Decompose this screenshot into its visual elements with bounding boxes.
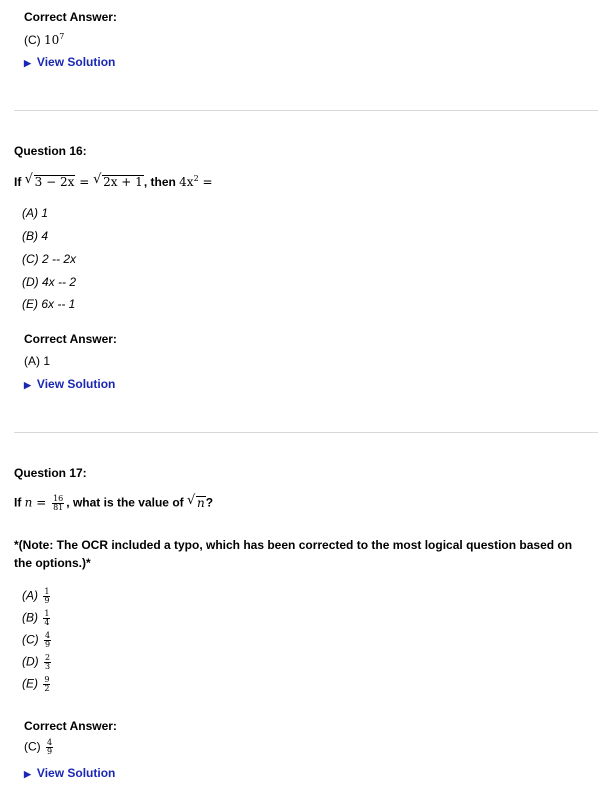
q17-option-e: (E) $\frac{9}{2}$: [22, 675, 50, 693]
q17-correct-answer-title: Correct Answer:: [24, 719, 117, 733]
view-solution-label: View Solution: [36, 55, 116, 69]
q17-view-solution-button[interactable]: [24, 766, 115, 780]
top-correct-answer-title: Correct Answer:: [24, 10, 117, 24]
q16-view-solution-button[interactable]: [24, 377, 115, 391]
view-solution-label: View Solution: [36, 766, 116, 780]
question-17-title: Question 17:: [14, 466, 87, 480]
q17-option-c: (C) $\frac{4}{9}$: [22, 631, 51, 649]
q16-option-b: (B) 4: [22, 229, 49, 243]
q16-sqrt-right: √ 2x + 1: [93, 172, 143, 189]
divider: [14, 110, 598, 111]
q16-correct-answer-value: (A) 1: [24, 354, 51, 368]
view-solution-label: View Solution: [36, 377, 116, 391]
q17-question-mark: ?: [205, 495, 214, 510]
answer-exponent: 7: [59, 32, 65, 41]
top-correct-answer-value: [24, 32, 64, 47]
q17-equals: =: [32, 495, 51, 510]
q16-then: , then: [143, 175, 180, 189]
q17-what: , what is the value of: [66, 495, 187, 510]
q17-note: *(Note: The OCR included a typo, which has been corrected to the most logical question based on the options.)*: [14, 538, 573, 570]
q16-if: If: [14, 175, 25, 189]
q17-option-d: (D) $\frac{2}{3}$: [22, 653, 51, 671]
q17-if: If: [14, 495, 25, 510]
q16-option-e: (E) 6x -- 1: [22, 297, 76, 311]
q17-fraction: $\frac{16}{81}$: [53, 494, 64, 512]
q16-correct-answer-title: Correct Answer:: [24, 332, 117, 346]
play-triangle-icon: ▶: [24, 769, 31, 779]
play-triangle-icon: ▶: [24, 380, 31, 390]
q16-equals-2: =: [198, 175, 213, 189]
answer-math: 10: [44, 33, 60, 47]
q16-option-c: (C) 2 -- 2x: [22, 252, 76, 266]
divider: [14, 432, 598, 433]
q17-option-a: (A) $\frac{1}{9}$: [22, 587, 50, 605]
q16-lhs-exp: 2: [193, 174, 199, 183]
q16-sqrt-left: √ 3 − 2x: [24, 172, 75, 189]
question-17-text: [14, 492, 214, 512]
play-triangle-icon: ▶: [24, 58, 31, 68]
answer-label: (C): [24, 33, 44, 47]
q17-sqrt-n: √ n: [186, 492, 205, 510]
q16-equals: =: [75, 175, 94, 189]
q17-option-b: (B) $\frac{1}{4}$: [22, 609, 50, 627]
q16-option-a: (A) 1: [22, 206, 49, 220]
question-16-title: Question 16:: [14, 144, 87, 158]
top-view-solution-button[interactable]: [24, 55, 115, 69]
q17-correct-answer-value: (C) $\frac{4}{9}$: [24, 738, 53, 756]
q16-lhs: 4x: [179, 175, 194, 189]
q16-option-d: (D) 4x -- 2: [22, 275, 76, 289]
q17-var-n: n: [24, 495, 33, 510]
question-16-text: [14, 174, 213, 189]
